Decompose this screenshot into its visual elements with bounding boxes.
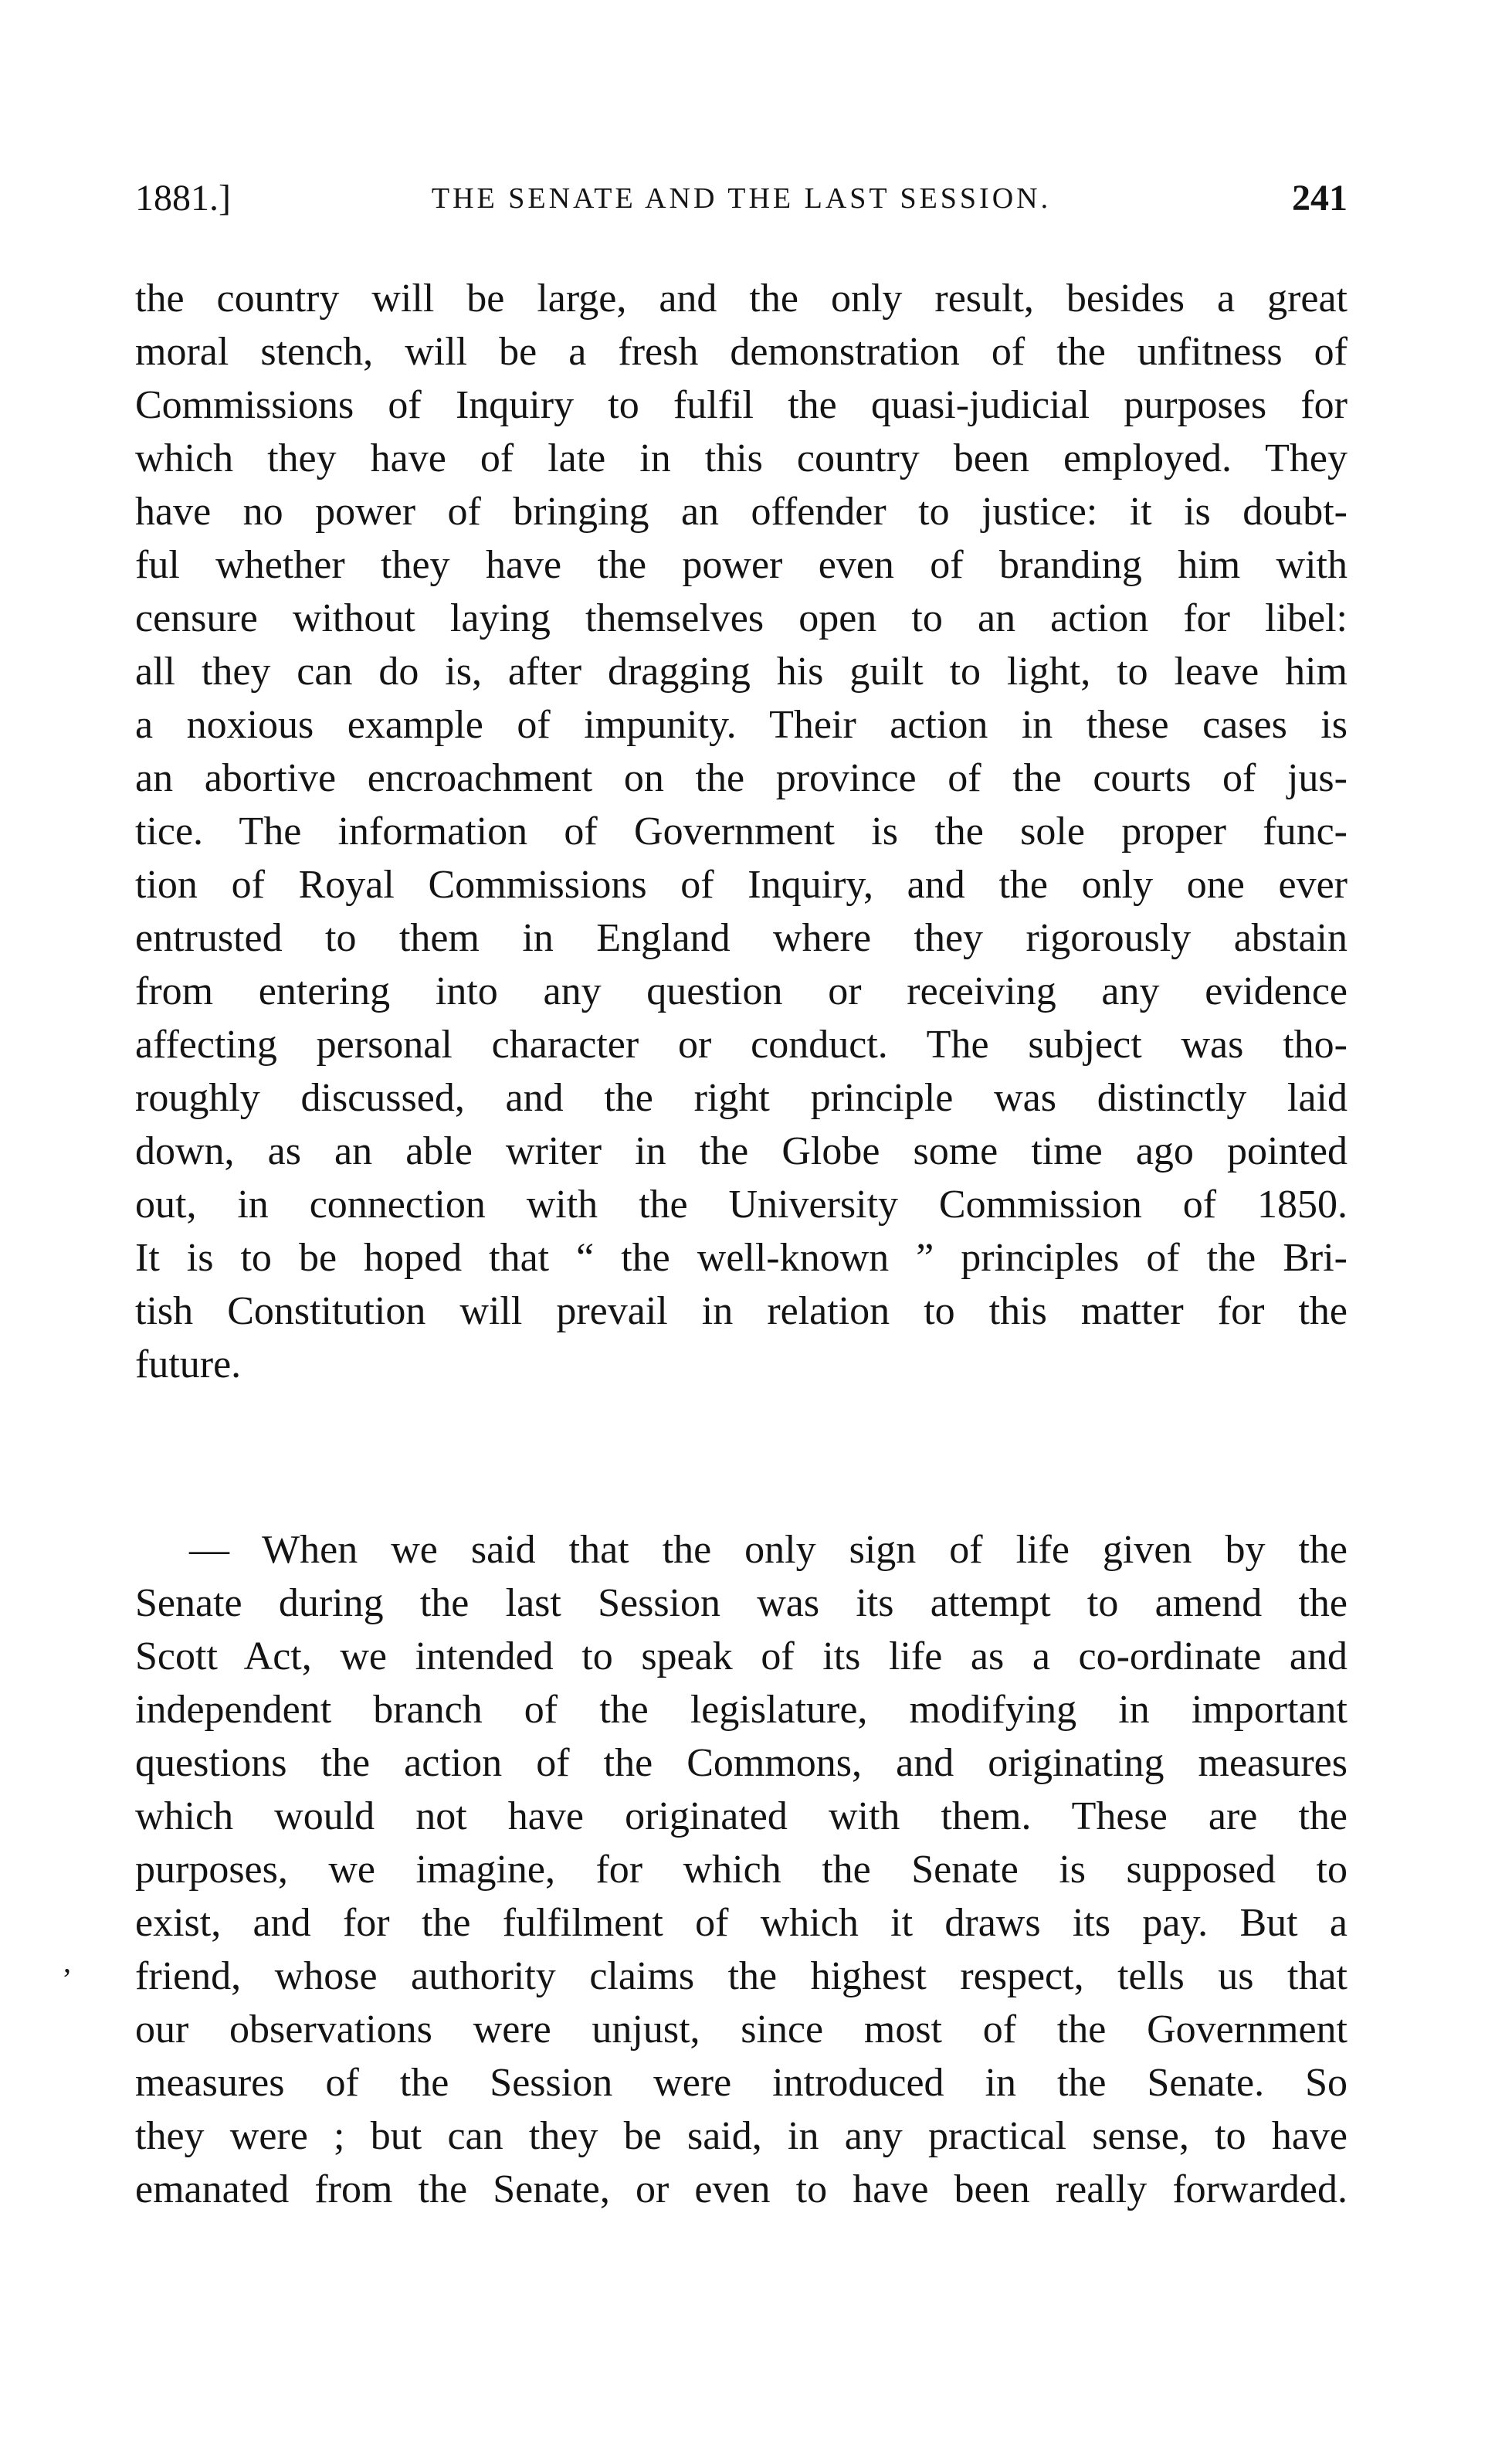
text-line: which they have of late in this country been employed. They [135,436,1348,480]
text-line: ful whether they have the power even of branding him with [135,543,1348,587]
text-line: down, as an able writer in the Globe some time ago pointed [135,1129,1348,1173]
text-line: future. [135,1342,242,1386]
text-line: independent branch of the legislature, modifying in important [135,1688,1348,1732]
text-line: which would not have originated with them. These are the [135,1794,1348,1838]
text-line: tish Constitution will prevail in relation to this matter for the [135,1289,1348,1333]
running-head-year: 1881.] [135,178,231,219]
text-line: an abortive encroachment on the province of the courts of jus- [135,756,1348,800]
text-line: friend, whose authority claims the highest respect, tells us that [135,1954,1348,1998]
text-line: a noxious example of impunity. Their action in these cases is [135,703,1348,747]
text-line: measures of the Session were introduced in the Senate. So [135,2061,1348,2105]
paragraph-1 [135,272,1348,1391]
text-line: they were ; but can they be said, in any practical sense, to have [135,2114,1348,2158]
running-head-title: THE SENATE AND THE LAST SESSION. [431,182,1052,215]
paragraph-2 [135,1523,1348,2216]
text-line: exist, and for the fulfilment of which it draws its pay. But a [135,1901,1348,1945]
text-line: Commissions of Inquiry to fulfil the quasi-judicial purposes for [135,383,1348,427]
margin-mark: , [63,1944,71,1979]
text-line: from entering into any question or receiving any evidence [135,969,1348,1013]
text-line: all they can do is, after dragging his guilt to light, to leave him [135,650,1348,694]
text-line: have no power of bringing an offender to justice: it is doubt- [135,490,1348,534]
text-line: Senate during the last Session was its attempt to amend the [135,1581,1348,1625]
page-number: 241 [1292,178,1348,219]
text-line: censure without laying themselves open to an action for libel: [135,596,1348,640]
text-line: It is to be hoped that “ the well-known ” principles of the Bri- [135,1236,1348,1280]
text-line: tice. The information of Government is the sole proper func- [135,809,1348,854]
text-line: moral stench, will be a fresh demonstration of the unfitness of [135,330,1348,374]
text-line: out, in connection with the University Commission of 1850. [135,1183,1348,1227]
text-line: emanated from the Senate, or even to have been really forwarded. [135,2167,1348,2211]
running-head [135,171,1348,226]
text-line: tion of Royal Commissions of Inquiry, and the only one ever [135,863,1348,907]
text-line: — When we said that the only sign of life given by the [189,1528,1348,1572]
text-line: roughly discussed, and the right principle was distinctly laid [135,1076,1348,1120]
text-line: entrusted to them in England where they rigorously abstain [135,916,1348,960]
text-line: purposes, we imagine, for which the Senate is supposed to [135,1848,1348,1892]
text-line: our observations were unjust, since most of the Government [135,2008,1348,2052]
text-line: Scott Act, we intended to speak of its life as a co-ordinate and [135,1634,1348,1678]
text-line: affecting personal character or conduct. The subject was tho- [135,1023,1348,1067]
text-line: the country will be large, and the only result, besides a great [135,277,1348,321]
text-line: questions the action of the Commons, and originating measures [135,1741,1348,1785]
